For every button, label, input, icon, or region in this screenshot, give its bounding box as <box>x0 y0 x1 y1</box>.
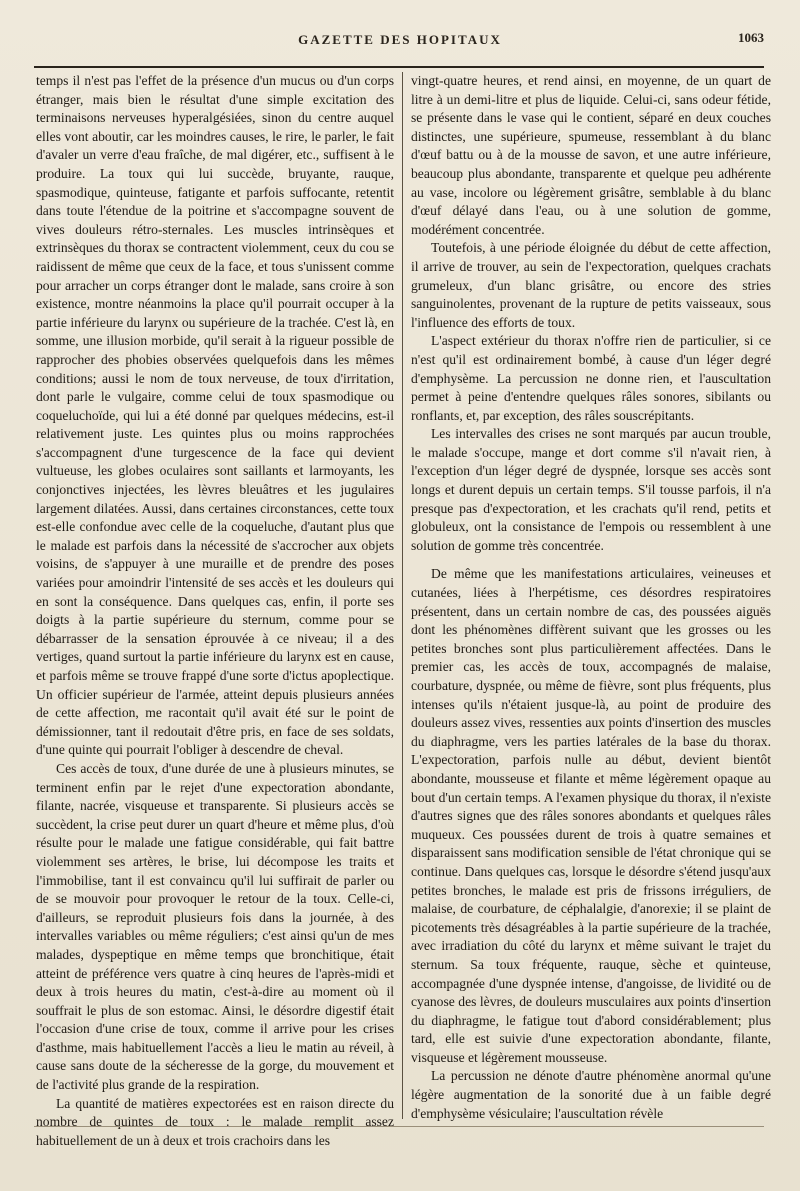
paragraph: vingt-quatre heures, et rend ainsi, en moyenne, de un quart de litre à un demi-litre et plus de liquide. Celui-ci, sans odeur fétide, se présente dans le vase qui le contient, séparé en deux couches distinctes, une supérieure, spumeuse, ressemblant à du blanc d'œuf battu ou à de la mousse de savon, et une autre inférieure, beaucoup plus abondante, transparente et quelque peu adhérente au vase, incolore ou légèrement grisâtre, semblable à du blanc d'œuf délayé dans l'eau, ou à une solution de gomme, modérément concentrée. <box>411 73 771 237</box>
header-rule <box>34 66 764 68</box>
paragraph: Toutefois, à une période éloignée du début de cette affection, il arrive de trouver, au sein de l'expectoration, quelques crachats grumeleux, d'un blanc grisâtre, ou encore des stries sanguinolentes, provenant de la rupture de petits vaisseaux, sous l'influence des efforts de toux. <box>411 240 771 330</box>
paragraph: De même que les manifestations articulaires, veineuses et cutanées, liées à l'herpétisme, ces désordres respiratoires présentent, dans un certain nombre de cas, des poussées aiguës dont les phénomènes diffèrent suivant que les grosses ou les petites bronches sont plus particulièrement affectées. Dans le premier cas, les accès de toux, accompagnés de malaise, courbature, dyspnée, ou même de fièvre, sont plus fréquents, plus intenses qu'ils n'étaient jusque-là, au point de produire des douleurs assez vives, ressenties aux points d'insertion des muscles du diaphragme, vers les parties latérales de la base du thorax. L'expectoration, parfois nulle au début, devient bientôt abondante, mousseuse et filante et même légèrement opaque au bout d'un certain temps. A l'examen physique du thorax, il n'existe d'autres signes que des râles sonores abondants et quelques râles muqueux. Ces poussées durent de trois à quatre semaines et disparaissent sans modification sensible de l'état chronique qui se continue. Dans quelques cas, lorsque le désordre s'étend jusqu'aux petites bronches, le malade est pris de frissons irréguliers, de malaise, de courbature, de céphalalgie, d'anorexie; il se plaint de picotements très désagréables à la partie supérieure de la trachée, avec irradiation du côté du larynx et même suivant le trajet du sternum. Sa toux fréquente, rauque, sèche et quinteuse, accompagnée d'une dyspnée intense, d'angoisse, de lividité ou de cyanose des lèvres, de douleurs musculaires aux points d'insertion du diaphragme, le fatigue tout d'abord considérablement; plus tard, elle est suivie d'une expectoration abondante, filante, visqueuse et légèrement mousseuse. <box>411 566 771 1065</box>
paragraph: La quantité de matières expectorées est en raison directe du nombre de quintes de toux : le malade remplit assez habituellement de un à deux et trois crachoirs dans les <box>36 1095 394 1148</box>
paragraph: Les intervalles des crises ne sont marqués par aucun trouble, le malade s'occupe, mange et dort comme s'il n'avait rien, à l'exception d'un léger degré de dyspnée, lorsque ses accès sont longs et durent depuis un certain temps. S'il tousse parfois, il n'a presque pas d'expectoration, et les crachats qu'il rend, petits et globuleux, ont la consistance de l'empois ou ressemblent à une solution de gomme très concentrée. <box>411 426 771 553</box>
running-title: GAZETTE DES HOPITAUX <box>298 32 502 47</box>
paragraph: Ces accès de toux, d'une durée de une à plusieurs minutes, se terminent enfin par le rejet d'une expectoration abondante, filante, nacrée, visqueuse et transparente. Si plusieurs accès se succèdent, la crise peut durer un quart d'heure et même plus, d'où résulte pour le malade une fatigue considérable, qui fait battre violemment ses artères, le brise, lui décompose les traits et l'immobilise, tant il est convaincu qu'il lui suffirait de parler ou de se mouvoir pour provoquer le retour de la toux. Celle-ci, d'ailleurs, se reproduit plusieurs fois dans la journée, à des intervalles variables ou même réguliers; c'est ainsi qu'un de mes malades, dyspeptique en même temps que bronchitique, était atteint de préférence vers quatre à cinq heures de l'après-midi et deux à trois heures du matin, c'est-à-dire au moment où il souffrait le plus de son estomac. Ainsi, le désordre digestif était l'occasion d'une crise de toux, comme il arrive pour les crises d'asthme, mais habituellement l'accès a lieu le matin au réveil, à cause sans doute de la sécheresse de la gorge, du mouvement et de l'activité plus grande de la respiration. <box>36 760 394 1093</box>
footer-rule <box>34 1126 764 1127</box>
paragraph: L'aspect extérieur du thorax n'offre rien de particulier, si ce n'est qu'il est ordinairement bombé, à cause d'un léger degré d'emphysème. La percussion ne donne rien, et l'auscultation permet à peine d'entendre quelques râles sonores, sibilants ou ronflants, et, par exception, des râles souscrépitants. <box>411 333 771 423</box>
paragraph: temps il n'est pas l'effet de la présence d'un mucus ou d'un corps étranger, mais bien le résultat d'une simple excitation des terminaisons nerveuses hyperalgésiées, sinon du centre auquel elles vont aboutir, car les moindres causes, le rire, le parler, le fait d'avaler un verre d'eau fraîche, de mal digérer, etc., suffisent à le produire. La toux qui lui succède, bruyante, rauque, spasmodique, quinteuse, fatigante et parfois suffocante, retentit dans toute l'étendue de la poitrine et s'accompagne souvent de vives douleurs rétro-sternales. Les muscles intrinsèques et extrinsèques du thorax se contractent violemment, ceux du cou se raidissent de même que ceux de la face, et tous s'unissent comme pour arracher un corps étranger dont le malade, sans croire à son existence, montre néanmoins la place qu'il pourrait occuper à la partie inférieure du larynx ou supérieure de la trachée. C'est là, en somme, une illusion morbide, qu'il serait à la rigueur possible de rapprocher des phobies observées quelquefois dans les mêmes conditions; aussi le nom de toux nerveuse, de toux d'irritation, dont parle le vulgaire, comme celui de toux spasmodique ou coqueluchoïde, qui lui a été donné par quelques médecins, est-il relativement juste. Les quintes plus ou moins rapprochées s'accompagnent d'une turgescence de la face qui devient vultueuse, les globes oculaires sont saillants et larmoyants, les conjonctives injectées, les lèvres bleuâtres et les jugulaires largement dilatées. Aussi, dans certaines circonstances, cette toux est-elle confondue avec celle de la coqueluche, d'autant plus que le malade est parfois dans la nécessité de s'accrocher aux objets voisins, de s'appuyer à une muraille et de prendre des poses variées pour amoindrir l'intensité de ses accès et les douleurs qui en sont la conséquence. Dans quelques cas, enfin, il porte ses doigts à la partie supérieure du sternum, comme pour se débarrasser de la sensation éprouvée à ce niveau; il a des vertiges, quand surtout la partie inférieure du larynx est en cause, et parfois même se trouve frappé d'une sorte d'ictus apoplectique. Un officier supérieur de l'armée, atteint depuis plusieurs années de cette affection, me racontait qu'il avait été sur le point de démissionner, tant il redoutait d'être pris, en face de ses soldats, d'une quinte qui pourrait l'obliger à descendre de cheval. <box>36 73 394 758</box>
column-divider <box>402 72 403 1119</box>
page-number: 1063 <box>738 30 764 45</box>
left-column <box>36 72 394 1148</box>
page-header <box>0 0 800 60</box>
paragraph: La percussion ne dénote d'autre phénomène anormal qu'une légère augmentation de la sonorité due à un faible degré d'emphysème vésiculaire; l'auscultation révèle <box>411 1068 771 1121</box>
right-column <box>411 72 771 1119</box>
